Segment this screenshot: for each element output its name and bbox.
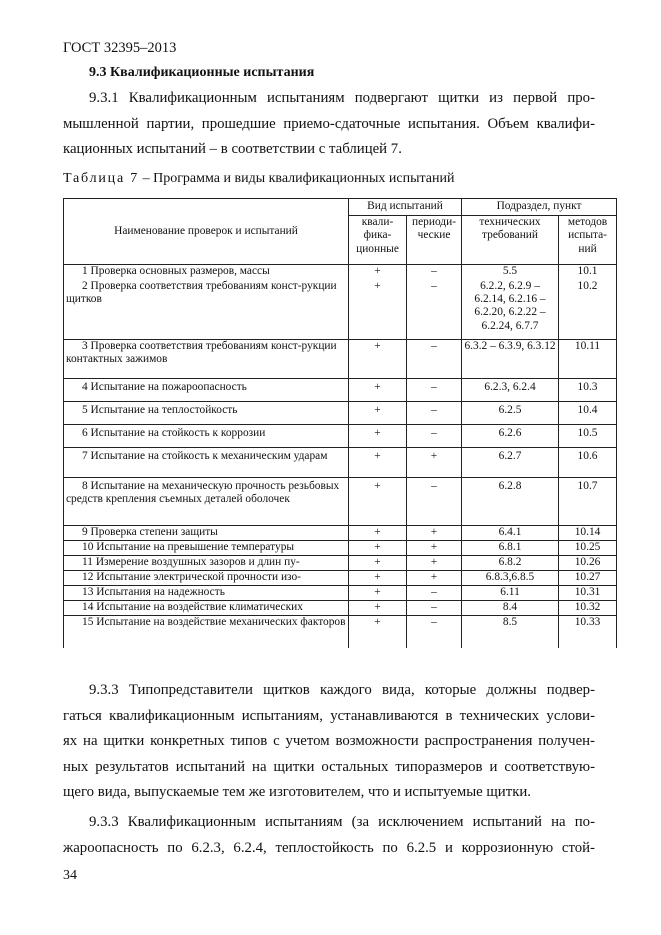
para2-line3: ях на щитки конкретных типов с учетом возможности распространения получен- xyxy=(63,733,595,749)
table-row: 8 Испытание на механическую прочность резьбовых средств крепления съемных деталей оболочек + – 6.2.8 10.7 xyxy=(64,478,617,526)
para1-line3: кационных испытаний – в соответствии с таблицей 7. xyxy=(63,141,402,157)
page-number: 34 xyxy=(63,868,77,883)
table-row: 1 Проверка основных размеров, массы + – 5.5 10.1 xyxy=(64,265,617,280)
table-caption-text: – Программа и виды квалификационных испытаний xyxy=(139,171,455,186)
para2-line2: гаться квалификационным испытаниям, устанавливаются в технических услови- xyxy=(63,707,595,724)
table-row: 11 Измерение воздушных зазоров и длин пу- + + 6.8.2 10.26 xyxy=(64,556,617,571)
table-caption-label: Таблица 7 xyxy=(63,171,140,186)
table-row: 5 Испытание на теплостойкость + – 6.2.5 10.4 xyxy=(64,402,617,425)
paragraph-9-3-1 xyxy=(63,86,595,163)
paragraph-9-3-3-representatives xyxy=(63,678,595,806)
table-row: 13 Испытания на надежность + – 6.11 10.31 xyxy=(64,586,617,601)
para2-line5: щего вида, выпускаемые тем же изготовителем, что и испытуемые щитки. xyxy=(63,784,532,800)
table-row: 14 Испытание на воздействие климатических + – 8.4 10.32 xyxy=(64,601,617,616)
document-code: ГОСТ 32395–2013 xyxy=(63,40,177,56)
table-row: 7 Испытание на стойкость к механическим ударам + + 6.2.7 10.6 xyxy=(64,448,617,478)
table-row: 10 Испытание на превышение температуры + + 6.8.1 10.25 xyxy=(64,541,617,556)
header-periodic: периоди-ческие xyxy=(407,216,462,265)
table-row: 9 Проверка степени защиты + + 6.4.1 10.14 xyxy=(64,526,617,541)
header-test-methods: методов испыта-ний xyxy=(559,216,617,265)
para1-line1: 9.3.1 Квалификационным испытаниям подвергают щитки из первой про- xyxy=(89,90,595,106)
table-row: 6 Испытание на стойкость к коррозии + – 6.2.6 10.5 xyxy=(64,425,617,448)
para2-line4: ных результатов испытаний на щитки остальных типоразмеров и соответствую- xyxy=(63,758,595,775)
table-caption xyxy=(63,171,454,187)
section-title: 9.3 Квалификационные испытания xyxy=(89,65,315,80)
header-test-type: Вид испытаний xyxy=(349,199,462,216)
header-subsection: Подраздел, пункт xyxy=(462,199,617,216)
header-qualification: квали-фика-ционные xyxy=(349,216,407,265)
header-name: Наименование проверок и испытаний xyxy=(64,199,349,265)
table-row: 4 Испытание на пожароопасность + – 6.2.3, 6.2.4 10.3 xyxy=(64,379,617,402)
para1-line2: мышленной партии, прошедшие приемо-сдаточные испытания. Объем квалифи- xyxy=(63,115,595,132)
table-row: 15 Испытание на воздействие механических факторов + – 8.5 10.33 xyxy=(64,616,617,648)
para2-line1: 9.3.3 Типопредставители щитков каждого вида, которые должны подвер- xyxy=(89,682,595,698)
header-tech-requirements: технических требований xyxy=(462,216,559,265)
table-row: 2 Проверка соответствия требованиям конст-рукции щитков + – 6.2.2, 6.2.9 – 6.2.14, 6.2.16 – 6.2.20, 6.2.22 – 6.2.24, 6.7.7 10.2 xyxy=(64,280,617,340)
tests-table xyxy=(63,198,617,648)
table-row: 3 Проверка соответствия требованиям конст-рукции контактных зажимов + – 6.3.2 – 6.3.9, 6.3.12 10.11 xyxy=(64,340,617,379)
paragraph-9-3-3-qualification xyxy=(63,810,595,861)
para3-line1: 9.3.3 Квалификационным испытаниям (за исключением испытаний на по- xyxy=(89,814,595,830)
para3-line2: жароопасность по 6.2.3, 6.2.4, теплостойкость по 6.2.5 и коррозионную стой- xyxy=(63,839,595,856)
table-row: 12 Испытание электрической прочности изо- + + 6.8.3,6.8.5 10.27 xyxy=(64,571,617,586)
